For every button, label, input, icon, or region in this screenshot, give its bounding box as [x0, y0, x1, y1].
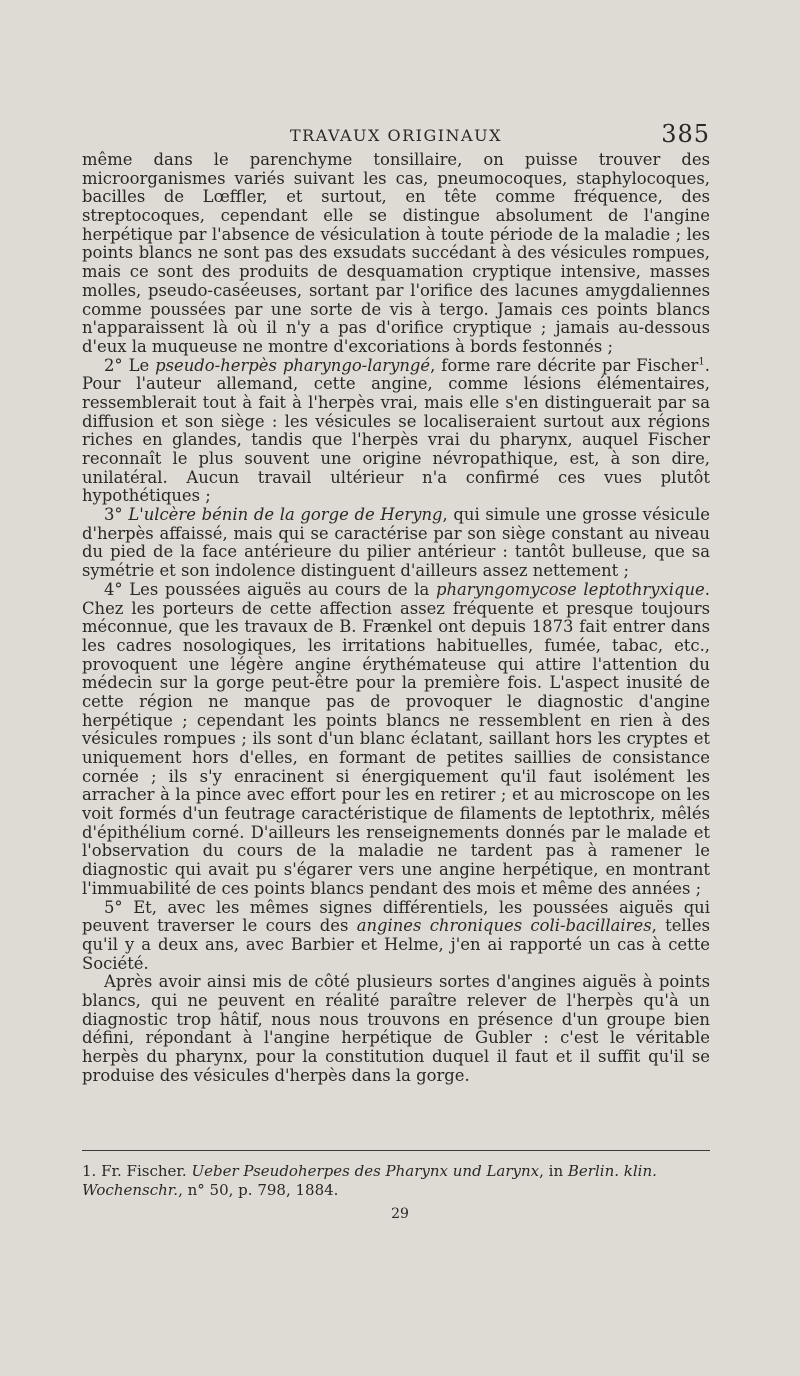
paragraph-3-rest: , qui simule une grosse vésicule d'herpès affaissé, mais qui se caractérise par son siège constant au niveau du pied de la face antérieure du pilier antérieur : tantôt bulleuse, que sa symétrie et son indolence distinguent d'ailleurs assez nettement ; [82, 505, 710, 581]
footnote-lead: 1. Fr. Fischer. [82, 1162, 192, 1180]
paragraph-4-lead: 4° Les poussées aiguës au cours de la [104, 579, 436, 599]
footnote [82, 1162, 710, 1199]
footnote-rest: , n° 50, p. 798, 1884. [178, 1180, 339, 1199]
paragraph-2 [82, 357, 710, 507]
paragraph-4-rest: . Chez les porteurs de cette affection assez fréquente et presque toujours méconnue, que les travaux de B. Frænkel ont depuis 1873 fait entrer dans les cadres nosologiques, les irritations habituelles, fumée, tabac, etc., provoquent une légère angine érythémateuse qui attire l'attention du médecin sur la gorge peut-être pour la première fois. L'aspect inusité de cette région ne manque pas de provoquer le diagnostic d'angine herpétique ; cependant les points blancs ne ressemblent en rien à des vésicules rompues ; ils sont d'un blanc éclatant, saillant hors les cryptes et uniquement hors d'elles, en formant de petites saillies de consistance cornée ; ils s'y enracinent si énergiquement qu'il faut isolément les arracher à la pince avec effort pour les en retirer ; et au microscope on les voit formés d'un feutrage caractéristique de filaments de leptothrix, mêlés d'épithélium corné. D'ailleurs les renseignements donnés par le malade et l'observation du cours de la maladie ne tardent pas à ramener le diagnostic qui avait pu s'égarer vers une angine herpétique, en montrant l'immuabilité de ces points blancs pendant des mois et même des années ; [82, 579, 710, 898]
running-title: TRAVAUX ORIGINAUX [290, 126, 502, 145]
body-text [82, 151, 710, 1085]
paragraph-2-mid: , forme rare décrite par Fischer [430, 355, 699, 375]
footnote-marker: 1 [698, 356, 705, 368]
paragraph-5-rest: , telles qu'il y a deux ans, avec Barbier et Helme, j'en ai rapporté un cas à cette Société. [82, 916, 711, 973]
paragraph-5-lead: 5° Et, avec les mêmes signes différentiels, les poussées aiguës qui peuvent traverser le cours des [82, 897, 710, 936]
page-header [82, 120, 710, 148]
paragraph-3-lead: 3° [104, 505, 129, 525]
paragraph-3 [82, 506, 710, 581]
paragraph-2-rest: . Pour l'auteur allemand, cette angine, comme lésions élémentaires, ressemblerait tout à fait à l'herpès vrai, mais elle s'en distinguerait par sa diffusion et son siège : les vésicules se localiseraient surtout aux régions riches en glandes, tandis que l'herpès vrai du pharynx, auquel Fischer reconnaît le plus souvent une origine névropathique, est, à son dire, unilatéral. Aucun travail ultérieur n'a confirmé ces vues plutôt hypothétiques ; [82, 355, 710, 506]
paragraph-3-title: L'ulcère bénin de la gorge de Heryng [128, 505, 443, 525]
paragraph-5-title: angines chroniques coli-bacillaires [356, 916, 652, 936]
paragraph-4 [82, 581, 710, 899]
paragraph-2-title: pseudo-herpès pharyngo-laryngé [155, 355, 431, 375]
signature-mark: 29 [391, 1206, 409, 1222]
paragraph-4-title: pharyngomycose leptothryxique [435, 579, 705, 599]
paragraph-2-lead: 2° Le [104, 355, 156, 375]
footnote-title: Ueber Pseudoherpes des Pharynx und Larynx [191, 1162, 540, 1180]
footnote-mid: , in [539, 1162, 568, 1180]
page-number: 385 [661, 120, 710, 148]
paragraph-1: même dans le parenchyme tonsillaire, on puisse trouver des microorganismes variés suivant les cas, pneumocoques, staphylocoques, bacilles de Lœffler, et surtout, en tête comme fréquence, des streptocoques, cependant elle se distingue absolument de l'angine herpétique par l'absence de vésiculation à toute période de la maladie ; les points blancs ne sont pas des exsudats succédant à des vésicules rompues, mais ce sont des produits de desquamation cryptique intensive, masses molles, pseudo-caséeuses, sortant par l'orifice des lacunes amygdaliennes comme poussées par une sorte de vis à tergo. Jamais ces points blancs n'apparaissent là où il n'y a pas d'orifice cryptique ; jamais au-dessous d'eux la muqueuse ne montre d'excoriations à bords festonnés ; [82, 150, 710, 356]
footnote-journal: Berlin. klin. Wochenschr. [82, 1162, 657, 1199]
paragraph-5 [82, 899, 710, 974]
footnote-rule [82, 1150, 710, 1151]
paragraph-6: Après avoir ainsi mis de côté plusieurs sortes d'angines aiguës à points blancs, qui ne peuvent en réalité paraître relever de l'herpès qu'à un diagnostic trop hâtif, nous nous trouvons en présence d'un groupe bien défini, répondant à l'angine herpétique de Gubler : c'est le véritable herpès du pharynx, pour la constitution duquel il faut et il suffit qu'il se produise des vésicules d'herpès dans la gorge. [82, 972, 710, 1085]
